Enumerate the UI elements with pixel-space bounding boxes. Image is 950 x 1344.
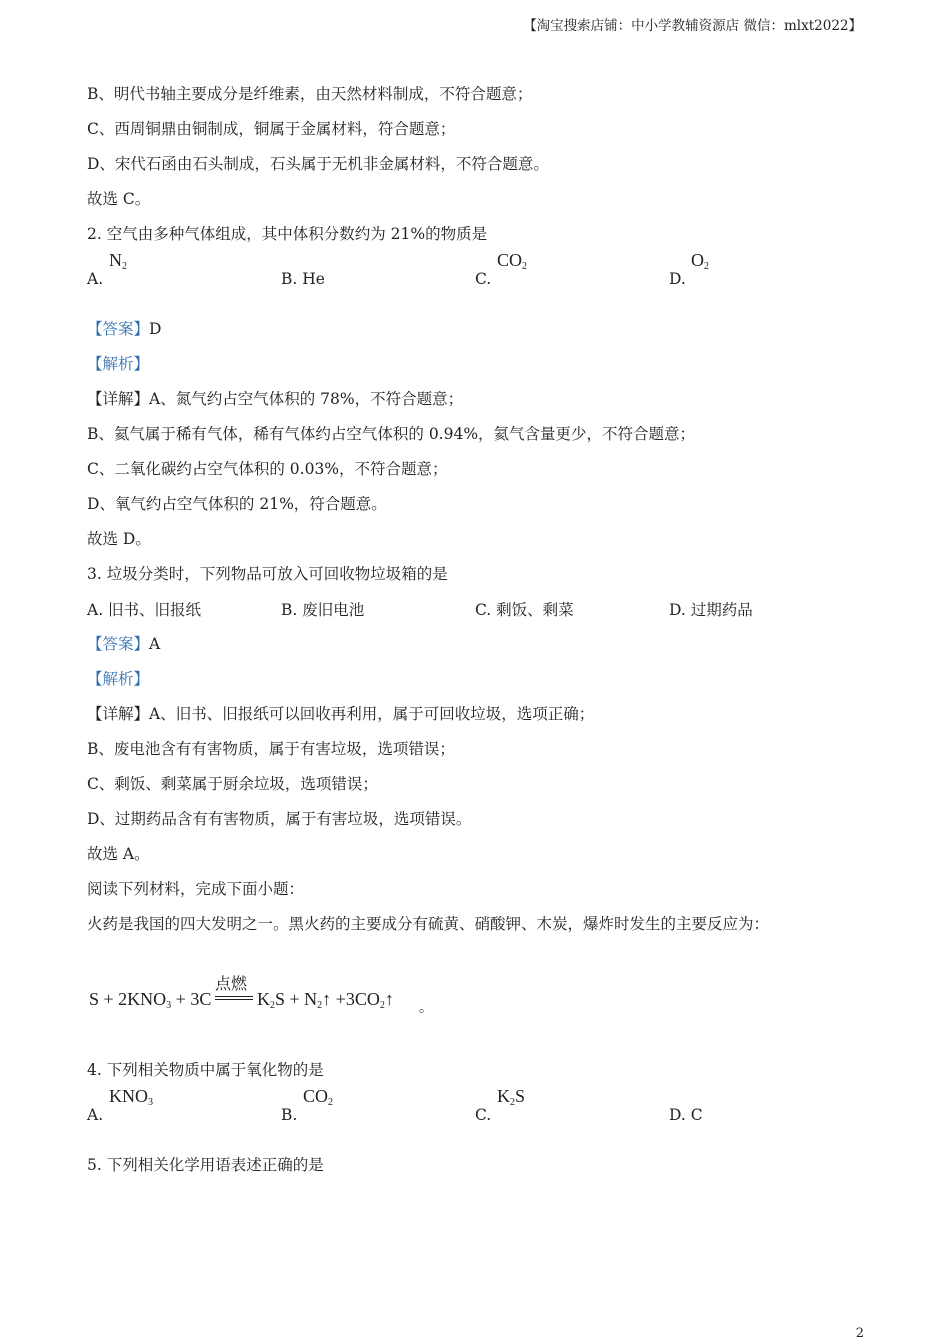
q3-detail-1: 【详解】A、旧书、旧报纸可以回收再利用，属于可回收垃圾，选项正确； <box>87 705 595 723</box>
text-line: 故选 C。 <box>87 190 151 208</box>
q2-options: A. $N_2$ B. He C. $CO_2$ D. $O_2$ <box>87 250 709 288</box>
text-line: C、二氧化碳约占空气体积的 0.03%，不符合题意； <box>87 460 448 478</box>
text-line: C、剩饭、剩菜属于厨余垃圾，选项错误； <box>87 775 378 793</box>
text-line: B、氦气属于稀有气体，稀有气体约占空气体积的 0.94%，氦气含量更少，不符合题意； <box>87 425 696 443</box>
text-line: B、废电池含有有害物质，属于有害垃圾，选项错误； <box>87 740 455 758</box>
text-line: D、氧气约占空气体积的 21%，符合题意。 <box>87 495 387 513</box>
text-line: B、明代书轴主要成分是纤维素，由天然材料制成，不符合题意； <box>87 85 533 103</box>
q2-answer: 【答案】D <box>87 320 162 338</box>
q4-options: A. $KNO_3$ B. $CO_2$ C. $K_2S$ D. C <box>87 1086 703 1124</box>
q2-detail-1: 【详解】A、氮气约占空气体积的 78%，不符合题意； <box>87 390 464 408</box>
material-text: 火药是我国的四大发明之一。黑火药的主要成分有硫黄、硝酸钾、木炭，爆炸时发生的主要反应为： <box>87 915 770 933</box>
q3-options: A. 旧书、旧报纸 B. 废旧电池 C. 剩饭、剩菜 D. 过期药品 <box>87 601 753 619</box>
text-line: 故选 A。 <box>87 845 150 863</box>
reaction-condition: 点燃 <box>215 976 248 993</box>
q3-answer: 【答案】A <box>87 635 161 653</box>
reaction-equation: $S + 2KNO_3 + 3C$ 点燃 $K_2S$ + $N_2↑$ $+3CO_2↑$ 。 <box>89 975 509 1025</box>
text-line: D、过期药品含有有害物质，属于有害垃圾，选项错误。 <box>87 810 472 828</box>
page-header: 【淘宝搜索店铺：中小学教辅资源店 微信：mlxt2022】 <box>523 18 862 34</box>
text-line: C、西周铜鼎由铜制成，铜属于金属材料，符合题意； <box>87 120 456 138</box>
q2-analysis-tag: 【解析】 <box>87 355 150 373</box>
question-4: 4. 下列相关物质中属于氧化物的是 <box>87 1061 324 1079</box>
question-2: 2. 空气由多种气体组成，其中体积分数约为 21%的物质是 <box>87 225 488 243</box>
question-5: 5. 下列相关化学用语表述正确的是 <box>87 1156 324 1174</box>
page-number: 2 <box>855 1326 864 1341</box>
q3-analysis-tag: 【解析】 <box>87 670 150 688</box>
text-line: 阅读下列材料，完成下面小题： <box>87 880 305 898</box>
question-3: 3. 垃圾分类时，下列物品可放入可回收物垃圾箱的是 <box>87 565 448 583</box>
equals-bar <box>215 999 253 1000</box>
equals-bar <box>215 996 253 997</box>
text-line: D、宋代石函由石头制成，石头属于无机非金属材料，不符合题意。 <box>87 155 549 173</box>
text-line: 故选 D。 <box>87 530 151 548</box>
